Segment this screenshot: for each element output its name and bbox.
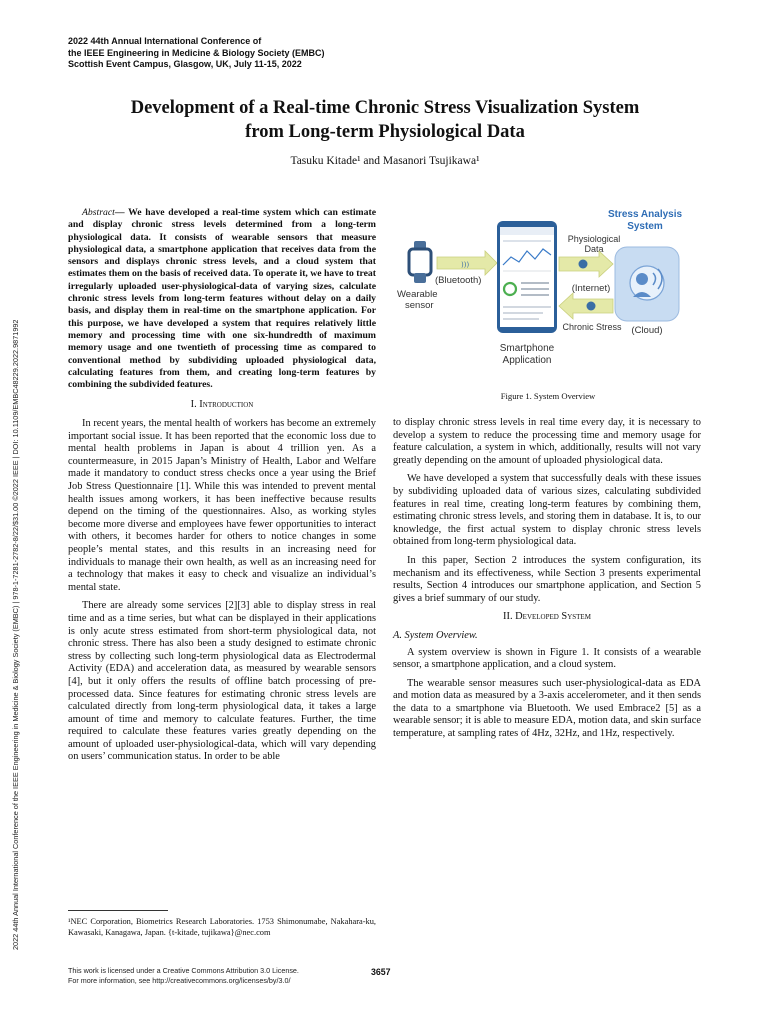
abstract-lead: Abstract: [82, 207, 115, 218]
stress-download-arrow: [559, 293, 613, 319]
intro-paragraph-1: In recent years, the mental health of workers has become an extremely important social issue. It has been reported that the economic loss due to mental health problems in Japan is about 4 trillion yen. As a countermeasure, in 2015 Japan’s Ministry of Health, Labor and Welfare made it mandatory to conduct stress checks once a year using the Brief Job Stress Questionnaire [1]. While this was intended to prevent mental health issues among workers, it has been ineffective because results depend on the timing of the questionnaires. Also, as working styles become more diverse and employees have fewer opportunities to interact with others, it becomes harder for others to notice changes in some people’s mental states, and this results in an increasing need for individuals to manage their own health, as well as an increasing need for a technology that makes it easy to check and visualize an individual’s mental state.: [68, 418, 376, 593]
smartphone-icon: [497, 221, 557, 333]
right-paragraph-2: We have developed a system that successfully deals with these issues by subdividing uploaded data of various sizes, calculating subdivided features in real time, creating long-term features by combining them, estimating chronic stress levels, and storing them in database. It is, to our knowledge, the first actual system to display chronic stress levels obtained from long-term physiological data.: [393, 473, 701, 548]
cloud-label: (Cloud): [631, 325, 663, 336]
download-icon: [587, 302, 596, 311]
right-column: [393, 417, 701, 747]
conference-header: [68, 36, 325, 71]
upload-icon: [579, 260, 588, 269]
chronic-stress-label: Chronic Stress: [562, 322, 622, 332]
wearable-label-2: sensor: [405, 300, 434, 311]
conference-line-2: the IEEE Engineering in Medicine & Biology Society (EMBC): [68, 47, 325, 58]
conference-line-3: Scottish Event Campus, Glasgow, UK, July 11-15, 2022: [68, 59, 302, 69]
authors: Tasuku Kitade¹ and Masanori Tsujikawa¹: [290, 155, 480, 167]
smartphone-label-2: Application: [502, 355, 552, 366]
internet-label: (Internet): [571, 283, 611, 294]
bluetooth-label: (Bluetooth): [435, 275, 482, 286]
left-column: [68, 207, 376, 770]
watch-icon: [409, 241, 431, 283]
abstract-dash: —: [114, 207, 129, 218]
license-line-1: This work is licensed under a Creative Commons Attribution 3.0 License.: [68, 966, 299, 975]
physiological-label-2: Data: [584, 244, 604, 254]
fig-title-line-2: System: [627, 221, 663, 232]
smartphone-label-1: Smartphone: [499, 343, 555, 354]
right-paragraph-3: In this paper, Section 2 introduces the system configuration, its mechanism and its effectiveness, while Section 3 presents experimental results, Section 4 introduces our smartphone application, and Section 5 gives a brief summary of our study.: [393, 554, 701, 604]
sidebar-citation: 2022 44th Annual International Conference of the IEEE Engineering in Medicine & Biology Society (EMBC) | 978-1-7281-2782-8/22/$31.00 ©2022 IEEE | DOI: 10.1109/EMBC48229.2022.9871992: [11, 319, 20, 950]
cloud-icon: [615, 247, 679, 321]
system-paragraph-2: The wearable sensor measures such user-physiological-data as EDA and motion data as measured by a 3-axis accelerometer, and it then sends the data to a smartphone via Bluetooth. We used Embrace2 [5] as a wearable sensor; it is able to measure EDA, motion data, and skin surface temperature, at sampling rates of 4Hz, 32Hz, and 1Hz, respectively.: [393, 677, 701, 740]
title-line-2: from Long-term Physiological Data: [245, 122, 525, 142]
system-heading: II. Developed System: [503, 611, 591, 623]
footnote-divider: [68, 910, 168, 911]
intro-paragraph-2: There are already some services [2][3] able to display stress in real time and as a time series, but what can be displayed in their applications is only acute stress estimated from short-term physiological data, not chronic stress. There has also been a study designed to estimate chronic stress by collecting such long-term physiological data as Electrodermal Activity (EDA) and acceleration data, as measured by wearable sensors [4], but it only offers the results of offline batch processing of pre-processed data. Since features for estimating chronic stress levels are calculated directly from long-term physiological data, it takes a large amount of time and memory to calculate features. Further, the time required to calculate these features varies greatly depending on the amount of uploaded user-physiological-data, which will vary depending on users’ communication status. In order to be able: [68, 600, 376, 763]
page-number: 3657: [371, 967, 391, 977]
abstract-body: We have developed a real-time system which can estimate and display chronic stress levels determined from a long-term physiological data. It consists of wearable sensors that measure physiological data, a smartphone application that receives data from the sensors and displays chronic stress levels, and a cloud system that estimates them on the basis of received data. To operate it, we have to treat irregularly uploaded user-physiological-data of varying sizes, calculate chronic stress levels from long-term features without delay on a daily basis, and display them in real-time on the smartphone application. For this purpose, we have developed a system that requires relatively little memory and processing time with one six-hundredth of maximum memory usage and one twentieth of processing time as compared to conventional method by subdividing uploaded physiological data, calculating features from them, and creating long-term features by combining the subdivided features.: [68, 207, 377, 391]
license-line-2: For more information, see http://creativecommons.org/licenses/by/3.0/: [68, 975, 291, 985]
bluetooth-icon: ))): [461, 261, 470, 269]
system-paragraph-1: A system overview is shown in Figure 1. It consists of a wearable sensor, a smartphone application, and a cloud system.: [393, 646, 701, 671]
paper-title: [90, 96, 680, 144]
wearable-label-1: Wearable: [397, 289, 438, 300]
intro-heading: I. Introduction: [190, 399, 254, 411]
right-paragraph-1: to display chronic stress levels in real time every day, it is necessary to develop a system to reduce the processing time and memory usage for feature calculation, a system in which, additionally, results will not vary greatly depending on the amount of uploaded physiological data.: [393, 417, 701, 466]
subsection-a-heading: A. System Overview.: [393, 629, 478, 641]
footnote: ¹NEC Corporation, Biometrics Research Laboratories. 1753 Shimonumabe, Nakahara-ku, Kawasaki, Kanagawa, Japan. {t-kitade, tujikawa}@nec.com: [68, 917, 376, 937]
title-line-1: Development of a Real-time Chronic Stress Visualization System: [130, 98, 640, 118]
conference-line-1: 2022 44th Annual International Conference of: [68, 36, 262, 46]
abstract: [68, 207, 376, 391]
license-notice: [68, 966, 299, 985]
system-overview-figure: [393, 205, 703, 385]
figure-caption: Figure 1. System Overview: [500, 391, 596, 401]
physiological-label-1: Physiological: [567, 234, 621, 244]
fig-title-line-1: Stress Analysis: [607, 209, 683, 220]
